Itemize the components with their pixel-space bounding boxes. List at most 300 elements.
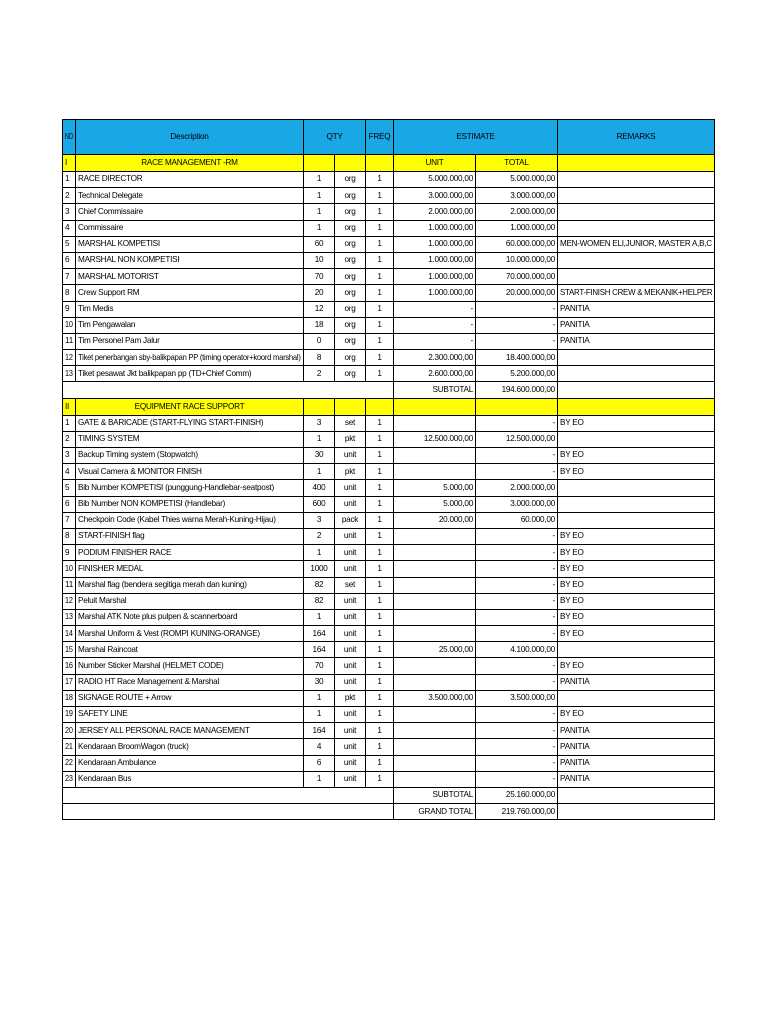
- table-row: [63, 771, 715, 787]
- section-unit-blank: [335, 155, 366, 172]
- row-remarks: BY EO: [558, 707, 715, 723]
- row-qty: 82: [304, 593, 335, 609]
- row-unit-price: 5.000.000,00: [394, 172, 476, 188]
- row-description: Peluit Marshal: [76, 593, 304, 609]
- row-description: Backup Timing system (Stopwatch): [76, 448, 304, 464]
- row-total: 3.000.000,00: [476, 496, 558, 512]
- table-row: [63, 528, 715, 544]
- row-description: Marshal flag (bendera segitiga merah dan kuning): [76, 577, 304, 593]
- row-no: 4: [63, 464, 76, 480]
- row-qty: 60: [304, 236, 335, 252]
- row-unit: unit: [335, 448, 366, 464]
- table-row: [63, 626, 715, 642]
- row-total: 5.200.000,00: [476, 366, 558, 382]
- row-total: 60.000,00: [476, 512, 558, 528]
- row-remarks: MEN-WOMEN ELI,JUNIOR, MASTER A,B,C: [558, 236, 715, 252]
- row-description: Crew Support RM: [76, 285, 304, 301]
- row-description: Marshal ATK Note plus pulpen & scannerboard: [76, 609, 304, 625]
- row-description: Visual Camera & MONITOR FINISH: [76, 464, 304, 480]
- row-total: 60.000.000,00: [476, 236, 558, 252]
- row-description: SIGNAGE ROUTE + Arrow: [76, 690, 304, 706]
- row-unit-price: 12.500.000,00: [394, 431, 476, 447]
- row-remarks: [558, 269, 715, 285]
- row-total: 18.400.000,00: [476, 350, 558, 366]
- row-freq: 1: [366, 626, 394, 642]
- subtotal-value: 25.160.000,00: [476, 787, 558, 803]
- row-no: 21: [63, 739, 76, 755]
- row-unit-price: -: [394, 317, 476, 333]
- row-total: -: [476, 609, 558, 625]
- row-freq: 1: [366, 415, 394, 431]
- row-qty: 30: [304, 674, 335, 690]
- row-total: -: [476, 658, 558, 674]
- row-freq: 1: [366, 220, 394, 236]
- row-qty: 18: [304, 317, 335, 333]
- row-freq: 1: [366, 301, 394, 317]
- row-description: START-FINISH flag: [76, 528, 304, 544]
- row-unit: set: [335, 577, 366, 593]
- subtotal-label: SUBTOTAL: [394, 382, 476, 398]
- row-description: Bib Number KOMPETISI (punggung-Handlebar-seatpost): [76, 480, 304, 496]
- row-total: 4.100.000,00: [476, 642, 558, 658]
- row-description: Kendaraan Ambulance: [76, 755, 304, 771]
- row-no: 8: [63, 285, 76, 301]
- row-total: -: [476, 464, 558, 480]
- row-freq: 1: [366, 236, 394, 252]
- section-remarks-blank: [558, 398, 715, 415]
- row-qty: 1000: [304, 561, 335, 577]
- grand-total-row: [63, 804, 715, 820]
- table-row: [63, 317, 715, 333]
- row-total: -: [476, 317, 558, 333]
- row-freq: 1: [366, 577, 394, 593]
- row-description: RADIO HT Race Management & Marshal: [76, 674, 304, 690]
- table-row: [63, 561, 715, 577]
- row-remarks: PANITIA: [558, 771, 715, 787]
- row-no: 11: [63, 333, 76, 349]
- subtotal-label: SUBTOTAL: [394, 787, 476, 803]
- row-unit-price: 5.000,00: [394, 496, 476, 512]
- row-freq: 1: [366, 350, 394, 366]
- row-unit-price: 1.000.000,00: [394, 236, 476, 252]
- row-unit: org: [335, 350, 366, 366]
- section-freq-blank: [366, 398, 394, 415]
- row-no: 5: [63, 480, 76, 496]
- row-no: 7: [63, 269, 76, 285]
- table-row: [63, 739, 715, 755]
- row-description: Marshal Raincoat: [76, 642, 304, 658]
- row-freq: 1: [366, 172, 394, 188]
- row-unit-price: [394, 561, 476, 577]
- row-remarks: BY EO: [558, 626, 715, 642]
- row-remarks: [558, 172, 715, 188]
- row-unit: org: [335, 204, 366, 220]
- table-row: [63, 545, 715, 561]
- row-qty: 2: [304, 528, 335, 544]
- row-unit-price: 3.500.000,00: [394, 690, 476, 706]
- row-total: 3.000.000,00: [476, 188, 558, 204]
- subtotal-remarks-blank: [558, 787, 715, 803]
- row-unit: org: [335, 236, 366, 252]
- header-row: [63, 120, 715, 155]
- row-qty: 0: [304, 333, 335, 349]
- header-estimate: ESTIMATE: [394, 120, 558, 155]
- table-row: [63, 707, 715, 723]
- row-description: Commissaire: [76, 220, 304, 236]
- row-no: 10: [63, 561, 76, 577]
- row-total: 5.000.000,00: [476, 172, 558, 188]
- row-unit-price: [394, 577, 476, 593]
- row-qty: 3: [304, 415, 335, 431]
- subtotal-row: [63, 787, 715, 803]
- row-remarks: [558, 204, 715, 220]
- row-description: Checkpoin Code (Kabel Thies warna Merah-Kuning-Hijau): [76, 512, 304, 528]
- section-qty-blank: [304, 398, 335, 415]
- row-unit-price: 2.600.000,00: [394, 366, 476, 382]
- row-unit: unit: [335, 674, 366, 690]
- row-description: SAFETY LINE: [76, 707, 304, 723]
- table-row: [63, 220, 715, 236]
- table-row: [63, 674, 715, 690]
- row-remarks: [558, 220, 715, 236]
- row-remarks: BY EO: [558, 658, 715, 674]
- row-total: -: [476, 739, 558, 755]
- row-description: Tim Personel Pam Jalur: [76, 333, 304, 349]
- row-total: -: [476, 561, 558, 577]
- section-total-label: TOTAL: [476, 155, 558, 172]
- row-total: -: [476, 545, 558, 561]
- row-remarks: PANITIA: [558, 317, 715, 333]
- row-qty: 70: [304, 658, 335, 674]
- row-total: -: [476, 415, 558, 431]
- row-qty: 1: [304, 220, 335, 236]
- row-unit: org: [335, 366, 366, 382]
- row-freq: 1: [366, 188, 394, 204]
- row-qty: 2: [304, 366, 335, 382]
- row-unit-price: -: [394, 301, 476, 317]
- row-description: Tim Pengawalan: [76, 317, 304, 333]
- row-remarks: BY EO: [558, 528, 715, 544]
- row-qty: 20: [304, 285, 335, 301]
- row-unit: unit: [335, 755, 366, 771]
- row-freq: 1: [366, 674, 394, 690]
- row-remarks: [558, 690, 715, 706]
- row-total: 3.500.000,00: [476, 690, 558, 706]
- row-unit-price: [394, 464, 476, 480]
- row-no: 4: [63, 220, 76, 236]
- row-total: -: [476, 723, 558, 739]
- subtotal-value: 194.600.000,00: [476, 382, 558, 398]
- row-freq: 1: [366, 252, 394, 268]
- row-description: Chief Commissaire: [76, 204, 304, 220]
- row-unit: org: [335, 285, 366, 301]
- row-unit-price: [394, 528, 476, 544]
- row-remarks: BY EO: [558, 415, 715, 431]
- row-freq: 1: [366, 561, 394, 577]
- row-remarks: BY EO: [558, 448, 715, 464]
- table-row: [63, 480, 715, 496]
- grand-total-remarks-blank: [558, 804, 715, 820]
- row-description: RACE DIRECTOR: [76, 172, 304, 188]
- row-description: MARSHAL MOTORIST: [76, 269, 304, 285]
- row-total: 70.000.000,00: [476, 269, 558, 285]
- row-unit-price: [394, 707, 476, 723]
- row-unit-price: 1.000.000,00: [394, 252, 476, 268]
- row-qty: 6: [304, 755, 335, 771]
- row-no: 9: [63, 545, 76, 561]
- row-freq: 1: [366, 609, 394, 625]
- row-total: -: [476, 333, 558, 349]
- subtotal-spacer: [63, 382, 394, 398]
- row-no: 3: [63, 204, 76, 220]
- row-unit-price: 3.000.000,00: [394, 188, 476, 204]
- row-description: FINISHER MEDAL: [76, 561, 304, 577]
- section-remarks-blank: [558, 155, 715, 172]
- row-qty: 30: [304, 448, 335, 464]
- section-total-label: [476, 398, 558, 415]
- row-freq: 1: [366, 317, 394, 333]
- table-row: [63, 723, 715, 739]
- row-unit: set: [335, 415, 366, 431]
- row-remarks: [558, 252, 715, 268]
- row-description: JERSEY ALL PERSONAL RACE MANAGEMENT: [76, 723, 304, 739]
- row-description: GATE & BARICADE (START-FLYING START-FINISH): [76, 415, 304, 431]
- subtotal-remarks-blank: [558, 382, 715, 398]
- row-description: Kendaraan Bus: [76, 771, 304, 787]
- row-no: 19: [63, 707, 76, 723]
- row-unit: unit: [335, 771, 366, 787]
- row-remarks: PANITIA: [558, 755, 715, 771]
- row-remarks: [558, 496, 715, 512]
- row-description: Technical Delegate: [76, 188, 304, 204]
- row-total: -: [476, 301, 558, 317]
- row-remarks: BY EO: [558, 561, 715, 577]
- row-qty: 3: [304, 512, 335, 528]
- row-unit: org: [335, 188, 366, 204]
- section-qty-blank: [304, 155, 335, 172]
- row-no: 13: [63, 366, 76, 382]
- row-unit: org: [335, 220, 366, 236]
- row-no: 16: [63, 658, 76, 674]
- section-number: I: [63, 155, 76, 172]
- row-unit-price: [394, 755, 476, 771]
- row-qty: 1: [304, 464, 335, 480]
- row-no: 3: [63, 448, 76, 464]
- row-remarks: BY EO: [558, 464, 715, 480]
- header-no: NO: [63, 120, 76, 155]
- row-remarks: START-FINISH CREW & MEKANIK+HELPER: [558, 285, 715, 301]
- table-row: [63, 464, 715, 480]
- subtotal-row: [63, 382, 715, 398]
- row-remarks: PANITIA: [558, 674, 715, 690]
- row-unit: unit: [335, 739, 366, 755]
- row-qty: 1: [304, 771, 335, 787]
- row-freq: 1: [366, 593, 394, 609]
- row-no: 2: [63, 431, 76, 447]
- grand-total-label: GRAND TOTAL: [394, 804, 476, 820]
- row-no: 5: [63, 236, 76, 252]
- row-unit: pkt: [335, 431, 366, 447]
- section-unit-label: UNIT: [394, 155, 476, 172]
- row-total: -: [476, 755, 558, 771]
- table-row: [63, 609, 715, 625]
- row-unit: unit: [335, 480, 366, 496]
- row-description: Kendaraan BroomWagon (truck): [76, 739, 304, 755]
- row-total: -: [476, 577, 558, 593]
- row-qty: 1: [304, 545, 335, 561]
- row-no: 17: [63, 674, 76, 690]
- row-total: -: [476, 626, 558, 642]
- row-no: 6: [63, 252, 76, 268]
- row-unit-price: [394, 448, 476, 464]
- row-freq: 1: [366, 480, 394, 496]
- table-row: [63, 172, 715, 188]
- table-row: [63, 252, 715, 268]
- row-qty: 4: [304, 739, 335, 755]
- row-unit-price: [394, 415, 476, 431]
- row-unit: org: [335, 252, 366, 268]
- table-row: [63, 188, 715, 204]
- table-row: [63, 448, 715, 464]
- row-freq: 1: [366, 285, 394, 301]
- row-freq: 1: [366, 512, 394, 528]
- table-row: [63, 593, 715, 609]
- row-unit: unit: [335, 545, 366, 561]
- row-unit-price: [394, 626, 476, 642]
- table-row: [63, 658, 715, 674]
- row-freq: 1: [366, 333, 394, 349]
- row-description: Bib Number NON KOMPETISI (Handlebar): [76, 496, 304, 512]
- row-remarks: BY EO: [558, 577, 715, 593]
- row-remarks: [558, 642, 715, 658]
- row-freq: 1: [366, 545, 394, 561]
- row-qty: 1: [304, 690, 335, 706]
- row-unit-price: [394, 593, 476, 609]
- row-no: 15: [63, 642, 76, 658]
- row-total: -: [476, 674, 558, 690]
- table-row: [63, 301, 715, 317]
- row-unit-price: [394, 545, 476, 561]
- row-freq: 1: [366, 771, 394, 787]
- row-unit: org: [335, 172, 366, 188]
- row-unit: org: [335, 301, 366, 317]
- row-unit: unit: [335, 496, 366, 512]
- row-freq: 1: [366, 723, 394, 739]
- row-unit: org: [335, 269, 366, 285]
- row-total: 1.000.000,00: [476, 220, 558, 236]
- row-qty: 164: [304, 723, 335, 739]
- row-unit: pack: [335, 512, 366, 528]
- row-unit-price: [394, 723, 476, 739]
- row-unit-price: [394, 609, 476, 625]
- table-row: [63, 333, 715, 349]
- row-no: 22: [63, 755, 76, 771]
- row-no: 12: [63, 350, 76, 366]
- row-unit: pkt: [335, 464, 366, 480]
- row-unit: unit: [335, 723, 366, 739]
- row-unit-price: 2.300.000,00: [394, 350, 476, 366]
- row-unit: unit: [335, 658, 366, 674]
- row-freq: 1: [366, 204, 394, 220]
- section-freq-blank: [366, 155, 394, 172]
- row-qty: 70: [304, 269, 335, 285]
- row-remarks: [558, 431, 715, 447]
- table-row: [63, 285, 715, 301]
- row-unit: unit: [335, 561, 366, 577]
- table-row: [63, 366, 715, 382]
- table-row: [63, 236, 715, 252]
- row-qty: 1: [304, 431, 335, 447]
- row-description: MARSHAL NON KOMPETISI: [76, 252, 304, 268]
- row-qty: 1: [304, 204, 335, 220]
- row-unit-price: 5.000,00: [394, 480, 476, 496]
- row-unit-price: [394, 658, 476, 674]
- row-description: MARSHAL KOMPETISI: [76, 236, 304, 252]
- row-freq: 1: [366, 431, 394, 447]
- row-no: 12: [63, 593, 76, 609]
- row-no: 2: [63, 188, 76, 204]
- row-unit-price: 25.000,00: [394, 642, 476, 658]
- row-qty: 164: [304, 626, 335, 642]
- row-qty: 82: [304, 577, 335, 593]
- row-unit-price: 1.000.000,00: [394, 285, 476, 301]
- row-unit-price: [394, 739, 476, 755]
- table-row: [63, 415, 715, 431]
- row-qty: 600: [304, 496, 335, 512]
- section-number: II: [63, 398, 76, 415]
- row-unit-price: 1.000.000,00: [394, 220, 476, 236]
- row-total: 20.000.000,00: [476, 285, 558, 301]
- row-freq: 1: [366, 642, 394, 658]
- row-freq: 1: [366, 658, 394, 674]
- row-qty: 1: [304, 172, 335, 188]
- row-unit: org: [335, 333, 366, 349]
- row-remarks: BY EO: [558, 593, 715, 609]
- table-row: [63, 512, 715, 528]
- row-description: Number Sticker Marshal (HELMET CODE): [76, 658, 304, 674]
- row-remarks: [558, 480, 715, 496]
- row-freq: 1: [366, 690, 394, 706]
- table-row: [63, 642, 715, 658]
- budget-table: [62, 119, 715, 820]
- table-body: [63, 120, 715, 820]
- row-qty: 1: [304, 188, 335, 204]
- row-qty: 1: [304, 707, 335, 723]
- table-row: [63, 496, 715, 512]
- row-freq: 1: [366, 464, 394, 480]
- row-freq: 1: [366, 707, 394, 723]
- row-total: 2.000.000,00: [476, 204, 558, 220]
- row-freq: 1: [366, 496, 394, 512]
- table-row: [63, 431, 715, 447]
- header-description: Description: [76, 120, 304, 155]
- row-qty: 1: [304, 609, 335, 625]
- section-title: RACE MANAGEMENT -RM: [76, 155, 304, 172]
- row-description: PODIUM FINISHER RACE: [76, 545, 304, 561]
- row-no: 1: [63, 415, 76, 431]
- row-no: 9: [63, 301, 76, 317]
- row-unit-price: -: [394, 333, 476, 349]
- table-row: [63, 690, 715, 706]
- table-row: [63, 204, 715, 220]
- row-remarks: PANITIA: [558, 301, 715, 317]
- row-total: 2.000.000,00: [476, 480, 558, 496]
- row-description: Tiket pesawat Jkt balikpapan pp (TD+Chief Comm): [76, 366, 304, 382]
- row-remarks: [558, 350, 715, 366]
- row-unit: unit: [335, 642, 366, 658]
- row-freq: 1: [366, 448, 394, 464]
- row-no: 11: [63, 577, 76, 593]
